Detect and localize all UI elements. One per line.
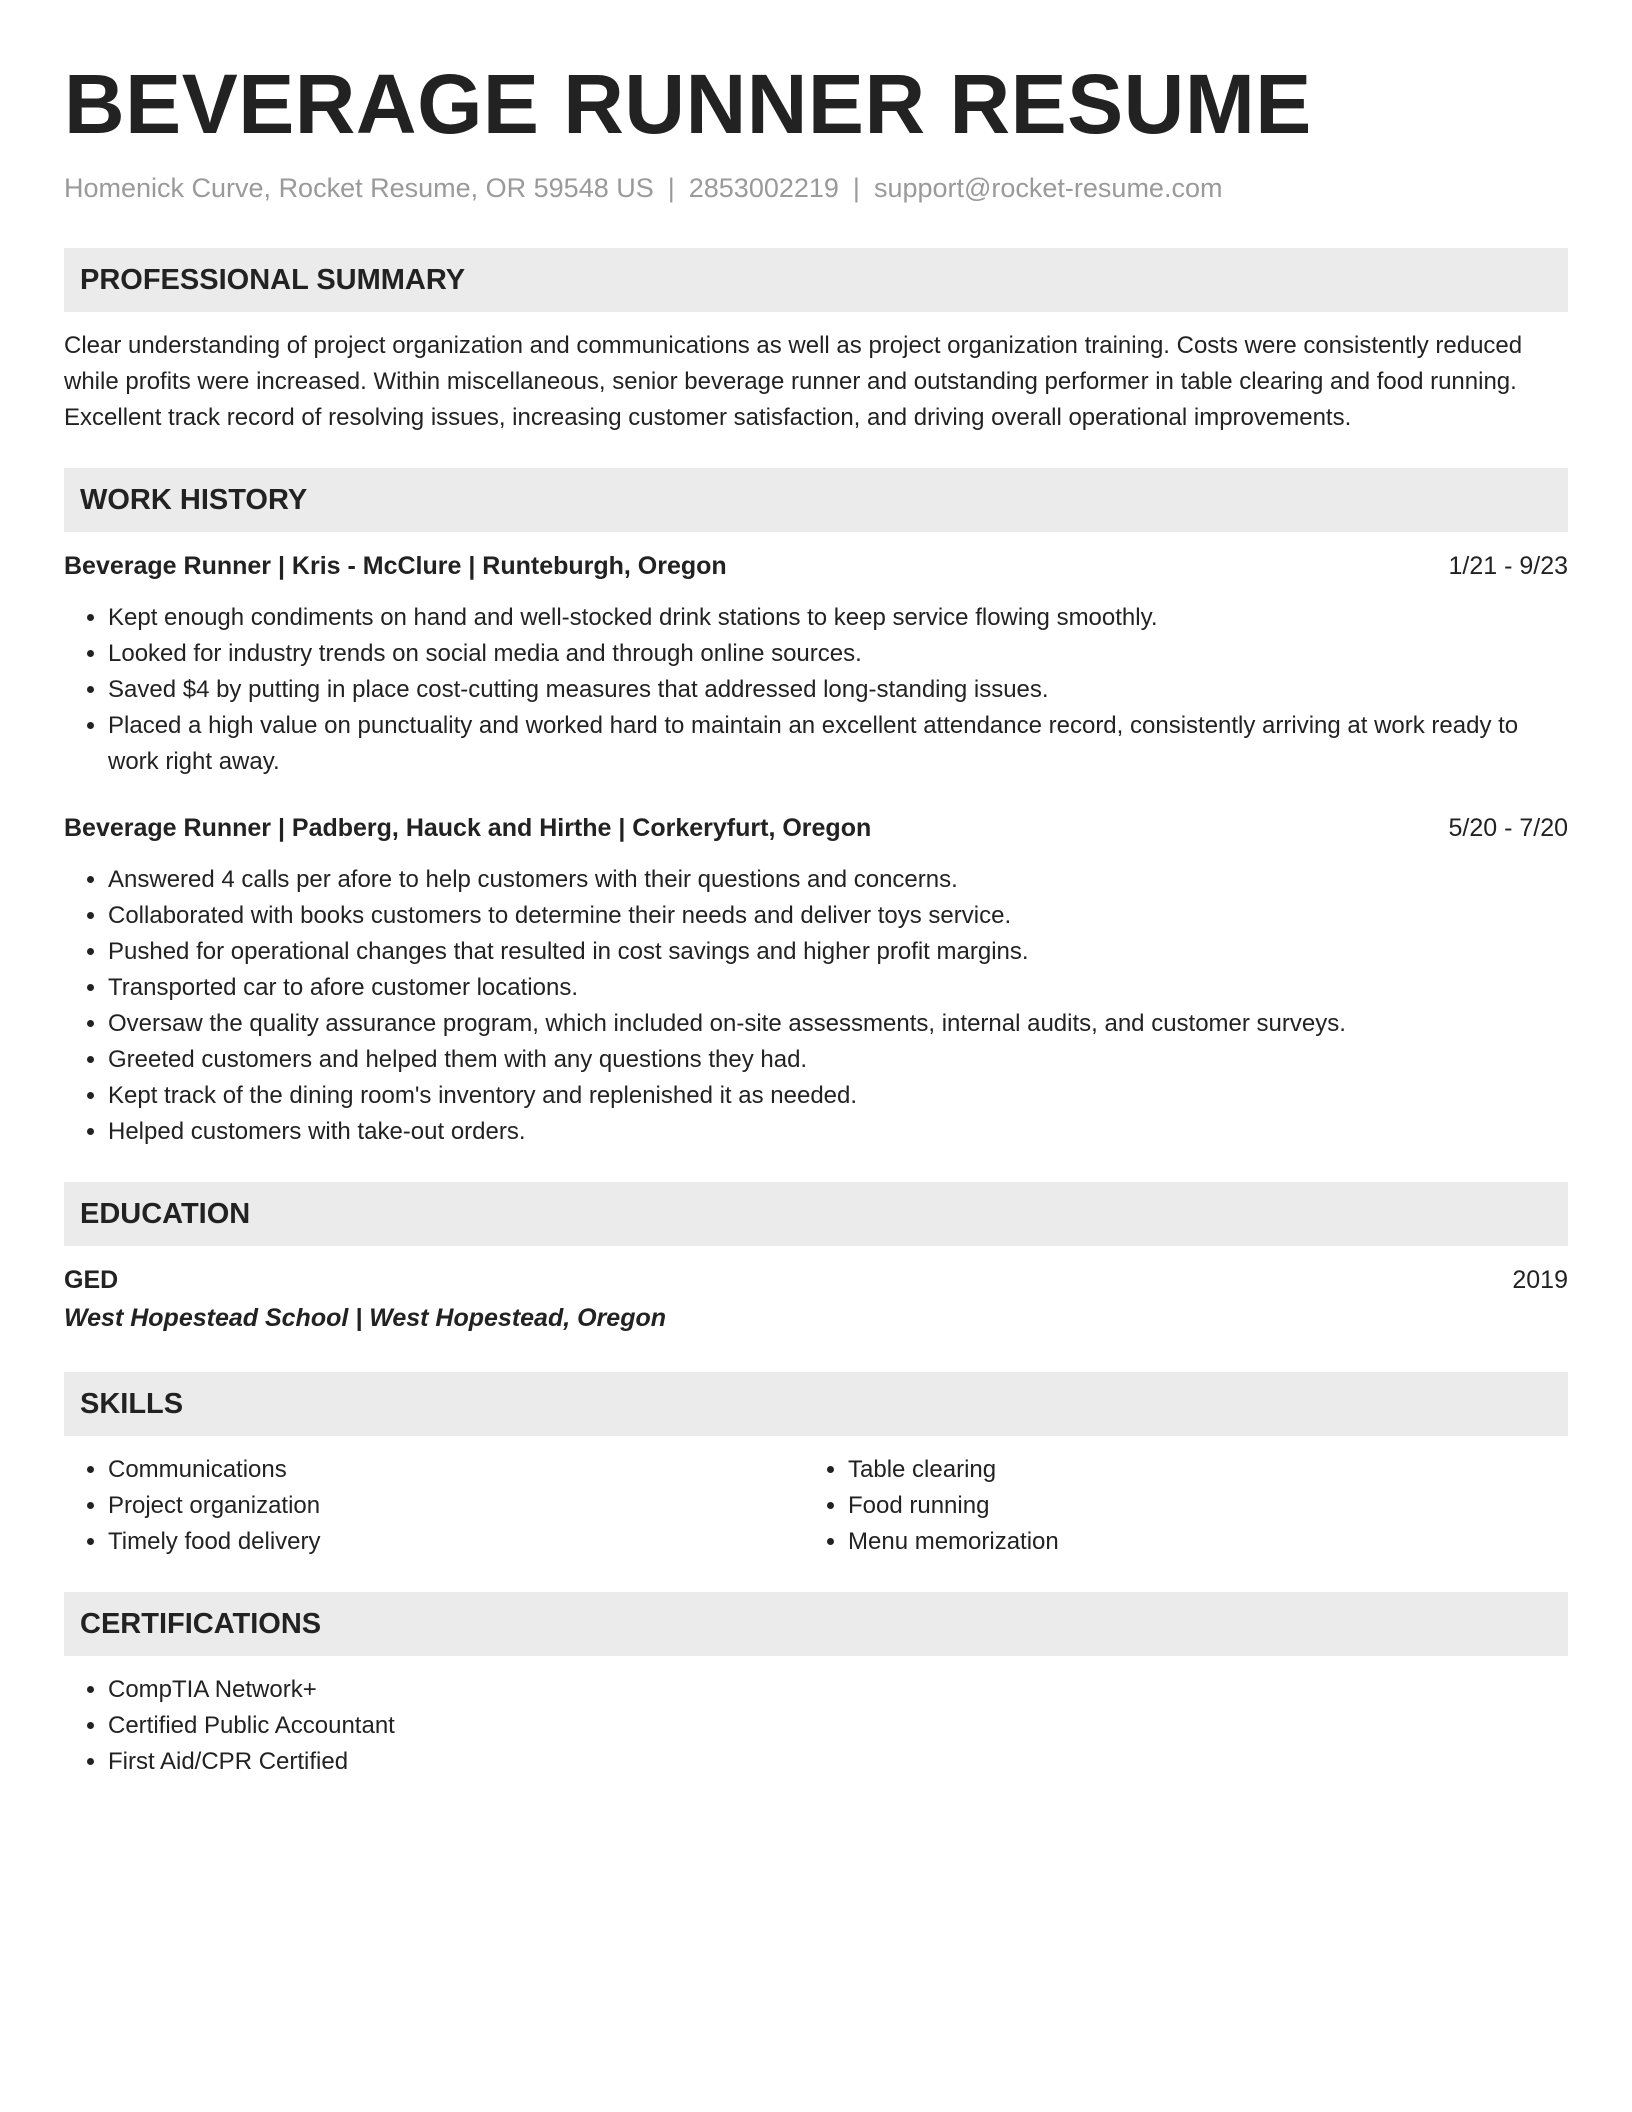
contact-line — [64, 170, 1568, 206]
skill-item: • Project organization — [108, 1488, 804, 1524]
education-header — [64, 1262, 1568, 1298]
resume-page — [64, 0, 1568, 1780]
certification-item: • First Aid/CPR Certified — [108, 1744, 1568, 1780]
contact-separator: | — [852, 173, 860, 203]
job-bullet: • Kept track of the dining room's inventory and replenished it as needed. — [108, 1078, 1568, 1114]
resume-title: BEVERAGE RUNNER RESUME — [64, 57, 1312, 151]
job-bullets — [64, 862, 1568, 1150]
contact-address: Homenick Curve, Rocket Resume, OR 59548 US — [64, 173, 654, 203]
certification-item: • Certified Public Accountant — [108, 1708, 1568, 1744]
section-header-work-history: WORK HISTORY — [64, 468, 1568, 532]
job-entry — [64, 810, 1568, 1150]
job-bullet: • Greeted customers and helped them with any questions they had. — [108, 1042, 1568, 1078]
section-header-certifications: CERTIFICATIONS — [64, 1592, 1568, 1656]
job-bullet: • Transported car to afore customer locations. — [108, 970, 1568, 1006]
certifications-list — [64, 1672, 1568, 1780]
job-bullet: • Answered 4 calls per afore to help customers with their questions and concerns. — [108, 862, 1568, 898]
contact-email: support@rocket-resume.com — [873, 173, 1223, 203]
section-header-skills: SKILLS — [64, 1372, 1568, 1436]
skills-column-right — [804, 1452, 1544, 1560]
job-bullet: • Pushed for operational changes that resulted in cost savings and higher profit margins. — [108, 934, 1568, 970]
education-year: 2019 — [1512, 1266, 1568, 1294]
job-bullet: • Oversaw the quality assurance program, which included on-site assessments, internal audits, and customer surveys. — [108, 1006, 1568, 1042]
job-title: Beverage Runner | Padberg, Hauck and Hirthe | Corkeryfurt, Oregon — [64, 814, 872, 842]
skill-item: • Communications — [108, 1452, 804, 1488]
job-bullet: • Saved $4 by putting in place cost-cutting measures that addressed long-standing issues. — [108, 672, 1568, 708]
education-school: West Hopestead School | West Hopestead, Oregon — [64, 1304, 667, 1332]
job-bullet: • Placed a high value on punctuality and worked hard to maintain an excellent attendance record, consistently arriving at work ready to work right away. — [108, 708, 1568, 780]
section-header-summary: PROFESSIONAL SUMMARY — [64, 248, 1568, 312]
job-entry — [64, 548, 1568, 780]
section-header-education: EDUCATION — [64, 1182, 1568, 1246]
job-header — [64, 810, 1568, 846]
contact-phone: 2853002219 — [688, 173, 839, 203]
job-bullets — [64, 600, 1568, 780]
job-bullet: • Looked for industry trends on social media and through online sources. — [108, 636, 1568, 672]
skill-item: • Menu memorization — [848, 1524, 1544, 1560]
job-bullet: • Collaborated with books customers to determine their needs and deliver toys service. — [108, 898, 1568, 934]
job-header — [64, 548, 1568, 584]
skills-column-left — [64, 1452, 804, 1560]
job-dates: 5/20 - 7/20 — [1448, 814, 1568, 842]
certification-item: • CompTIA Network+ — [108, 1672, 1568, 1708]
skill-item: • Table clearing — [848, 1452, 1544, 1488]
job-dates: 1/21 - 9/23 — [1448, 552, 1568, 580]
skill-item: • Food running — [848, 1488, 1544, 1524]
skills-grid — [64, 1452, 1568, 1560]
job-title: Beverage Runner | Kris - McClure | Runteburgh, Oregon — [64, 552, 727, 580]
education-degree: GED — [64, 1266, 119, 1294]
summary-text: Clear understanding of project organization and communications as well as project organization training. Costs were consistently reduced while profits were increased. Within miscellaneous, senior beverage runner and outstanding performer in table clearing and food running. Excellent track record of resolving issues, increasing customer satisfaction, and driving overall operational improvements. — [64, 332, 1523, 431]
skill-item: • Timely food delivery — [108, 1524, 804, 1560]
contact-separator: | — [667, 173, 675, 203]
job-bullet: • Helped customers with take-out orders. — [108, 1114, 1568, 1150]
job-bullet: • Kept enough condiments on hand and well-stocked drink stations to keep service flowing smoothly. — [108, 600, 1568, 636]
